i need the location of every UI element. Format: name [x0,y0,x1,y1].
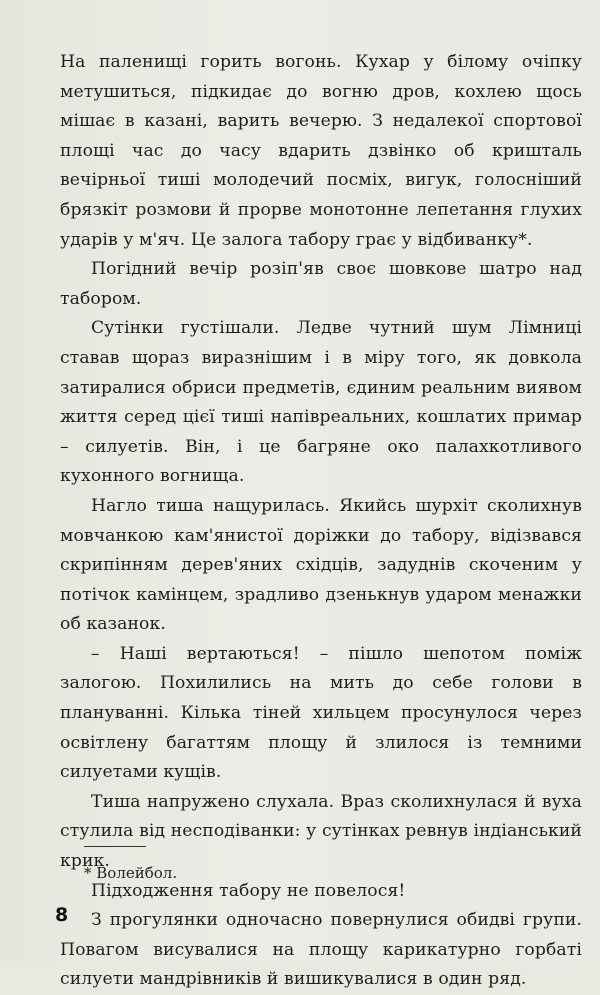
paragraph-8: З прогулянки одночасно повернулися обидві групи. Повагом висувалися на площу карикатурно горбаті силуети мандрівників й вишикувалися в один ряд. [60,910,582,990]
paragraph-6: Тиша напружено слухала. Враз сколихнулася й вуха стулила від несподіванки: у сутінках ревнув індіанський крик. [60,791,582,872]
footnote-divider [84,846,146,847]
body-text [60,48,582,995]
page-number: 8 [55,904,69,926]
paragraph-2: Погідний вечір розіп'яв своє шовкове шатро над табором. [60,259,582,309]
paragraph-5: – Наші вертаються! – пішло шепотом поміж залогою. Похилились на мить до себе голови в плануванні. Кілька тіней хильцем просунулося через освітлену багаттям площу й злилося із темними силуетами кущів. [60,643,582,783]
paragraph-4: Нагло тиша нащурилась. Якийсь шурхіт сколихнув мовчанкою кам'янистої доріжки до табору, відізвався скрипінням дерев'яних східців, задуднів скоченим у потічок камінцем, зрадливо дзенькнув ударом менажки об казанок. [60,495,582,635]
paragraph-3: Сутінки густішали. Ледве чутний шум Лімниці ставав щораз виразнішим і в міру того, як довкола затиралися обриси предметів, єдиним реальним виявом життя серед цієї тиші напівреальних, кошлатих примар – силуетів. Він, і це багряне око палахкотливого кухонного вогнища. [60,318,582,487]
footnote: * Волейбол. [84,864,178,882]
paragraph-7: Підходження табору не повелося! [91,880,406,901]
paragraph-1: На паленищі горить вогонь. Кухар у білому очіпку метушиться, підкидає до вогню дров, кохлею щось мішає в казані, варить вечерю. З недалекої спортової площі час до часу вдарить дзвінко об кришталь вечірньої тиші молодечий посміх, вигук, голосніший брязкіт розмови й прорве монотонне лепетання глухих ударів у м'яч. Це залога табору грає у відбиванку*. [60,52,582,250]
